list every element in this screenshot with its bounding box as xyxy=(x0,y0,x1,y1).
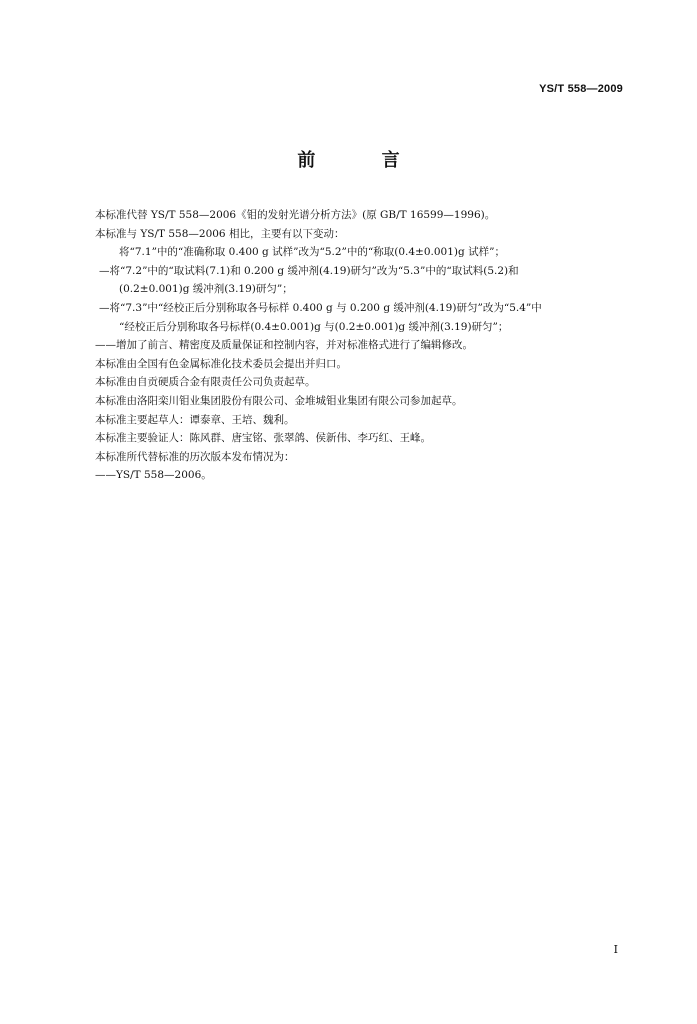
paragraph-line: 本标准主要起草人：谭泰章、王培、魏利。 xyxy=(95,413,295,426)
page-title: 前 言 xyxy=(297,150,430,171)
change-item: ——增加了前言、精密度及质量保证和控制内容，并对标准格式进行了编辑修改。 xyxy=(95,339,473,352)
standard-code: YS/T 558—2009 xyxy=(539,83,623,95)
paragraph-line: 本标准由自贡硬质合金有限责任公司负责起草。 xyxy=(95,376,316,389)
paragraph-line: 本标准代替 YS/T 558—2006《钼的发射光谱分析方法》(原 GB/T 16599—1996)。 xyxy=(95,209,496,221)
paragraph-line: 本标准所代替标准的历次版本发布情况为： xyxy=(95,450,295,463)
change-item-continuation: “经校正后分别称取各号标样(0.4±0.001)g 与(0.2±0.001)g 缓冲剂(3.19)研匀”； xyxy=(119,320,509,333)
change-item: —将“7.3”中“经校正后分别称取各号标样 0.400 g 与 0.200 g 缓冲剂(4.19)研匀”改为“5.4”中 xyxy=(99,301,542,314)
paragraph-line: 本标准由洛阳栾川钼业集团股份有限公司、金堆城钼业集团有限公司参加起草。 xyxy=(95,394,463,407)
paragraph-line: 本标准由全国有色金属标准化技术委员会提出并归口。 xyxy=(95,357,347,370)
paragraph-line: 本标准与 YS/T 558—2006 相比，主要有以下变动： xyxy=(95,227,345,240)
change-item: —将“7.2”中的“取试料(7.1)和 0.200 g 缓冲剂(4.19)研匀”改为“5.3”中的“取试料(5.2)和 xyxy=(99,264,519,277)
change-item-continuation: (0.2±0.001)g 缓冲剂(3.19)研匀”； xyxy=(119,283,293,296)
history-item: ——YS/T 558—2006。 xyxy=(95,469,212,482)
paragraph-line: 本标准主要验证人：陈风群、唐宝铭、张翠鸽、侯新伟、李巧红、王峰。 xyxy=(95,432,431,445)
page-number: I xyxy=(613,943,618,956)
foreword-body xyxy=(95,206,635,485)
change-item: 将“7.1”中的“准确称取 0.400 g 试样”改为“5.2”中的“称取(0.4±0.001)g 试样”； xyxy=(119,246,505,259)
